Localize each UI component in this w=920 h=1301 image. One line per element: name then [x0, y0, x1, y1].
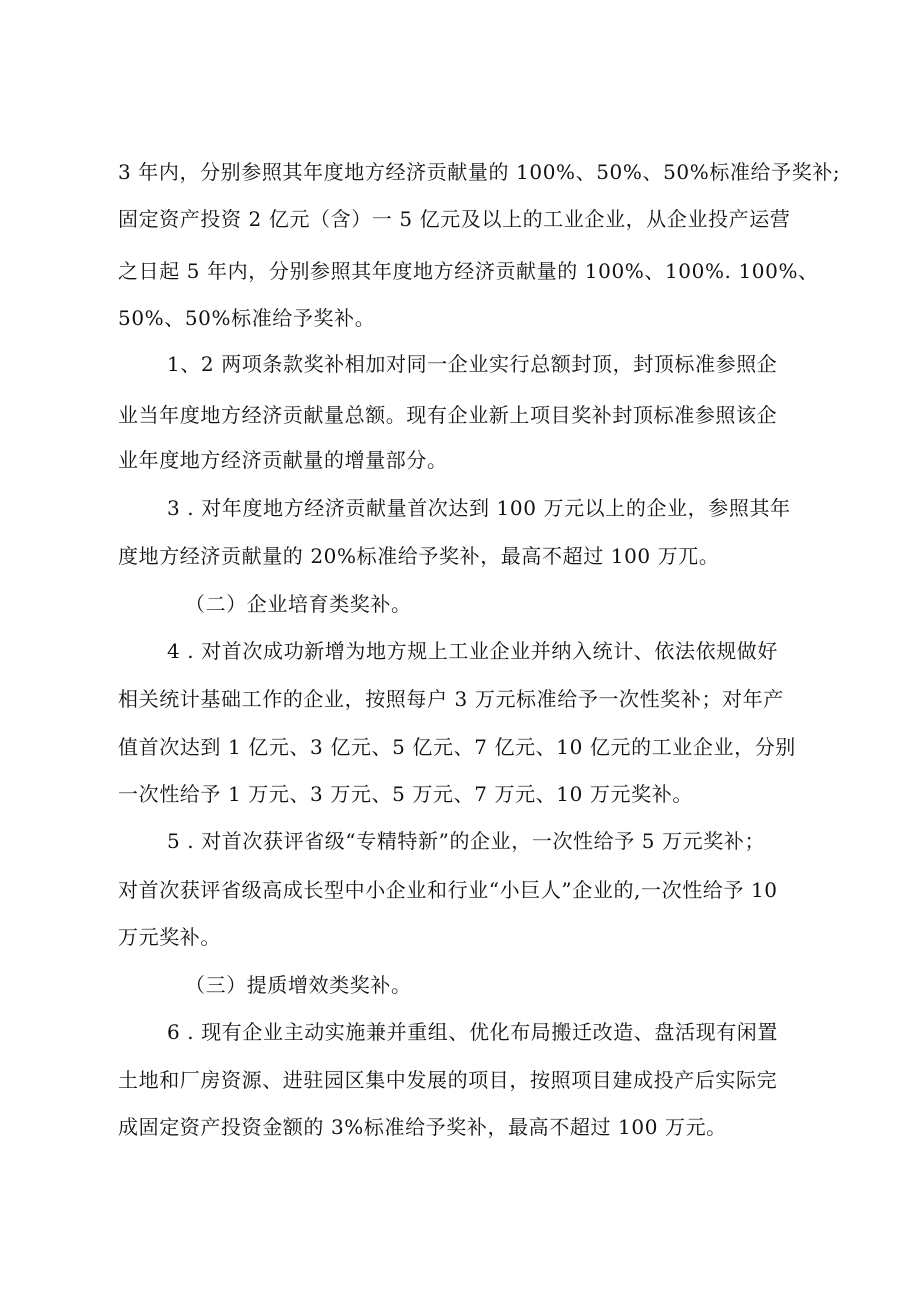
line-6: 业当年度地方经济贡献量总额。现有企业新上项目奖补封顶标准参照该企 [118, 403, 778, 427]
line-7: 业年度地方经济贡献量的增量部分。 [118, 448, 448, 472]
line-17: 万元奖补。 [118, 925, 221, 949]
line-11: 4 . 对首次成功新增为地方规上工业企业并纳入统计、依法依规做好 [167, 639, 778, 663]
line-3: 之日起 5 年内，分别参照其年度地方经济贡献量的 100%、100%. 100%、 [118, 259, 819, 283]
line-8: 3 . 对年度地方经济贡献量首次达到 100 万元以上的企业，参照其年 [167, 496, 791, 520]
line-4: 50%、50%标准给予奖补。 [118, 306, 376, 330]
section-heading-2: （二）企业培育类奖补。 [185, 592, 412, 616]
line-9: 度地方经济贡献量的 20%标准给予奖补，最高不超过 100 万兀。 [118, 544, 720, 568]
line-15: 5 . 对首次获评省级“专精特新”的企业，一次性给予 5 万元奖补； [167, 829, 766, 853]
line-16: 对首次获评省级高成长型中小企业和行业“小巨人”企业的,一次性给予 10 [118, 878, 778, 902]
line-19: 6 . 现有企业主动实施兼并重组、优化布局搬迁改造、盘活现有闲置 [167, 1020, 778, 1044]
line-2: 固定资产投资 2 亿元（含）一 5 亿元及以上的工业企业，从企业投产运营 [118, 207, 791, 231]
line-21: 成固定资产投资金额的 3%标准给予奖补，最高不超过 100 万元。 [118, 1115, 727, 1139]
line-5: 1、2 两项条款奖补相加对同一企业实行总额封顶，封顶标准参照企 [167, 352, 778, 376]
line-1: 3 年内，分别参照其年度地方经济贡献量的 100%、50%、50%标准给予奖补; [118, 160, 841, 184]
line-20: 土地和厂房资源、进驻园区集中发展的项目，按照项目建成投产后实际完 [118, 1068, 778, 1092]
line-12: 相关统计基础工作的企业，按照每户 3 万元标准给予一次性奖补；对年产 [118, 687, 784, 711]
line-13: 值首次达到 1 亿元、3 亿元、5 亿元、7 亿元、10 亿元的工业企业，分别 [118, 735, 796, 759]
section-heading-3: （三）提质增效类奖补。 [185, 973, 412, 997]
line-14: 一次性给予 1 万元、3 万元、5 万元、7 万元、10 万元奖补。 [118, 782, 693, 806]
